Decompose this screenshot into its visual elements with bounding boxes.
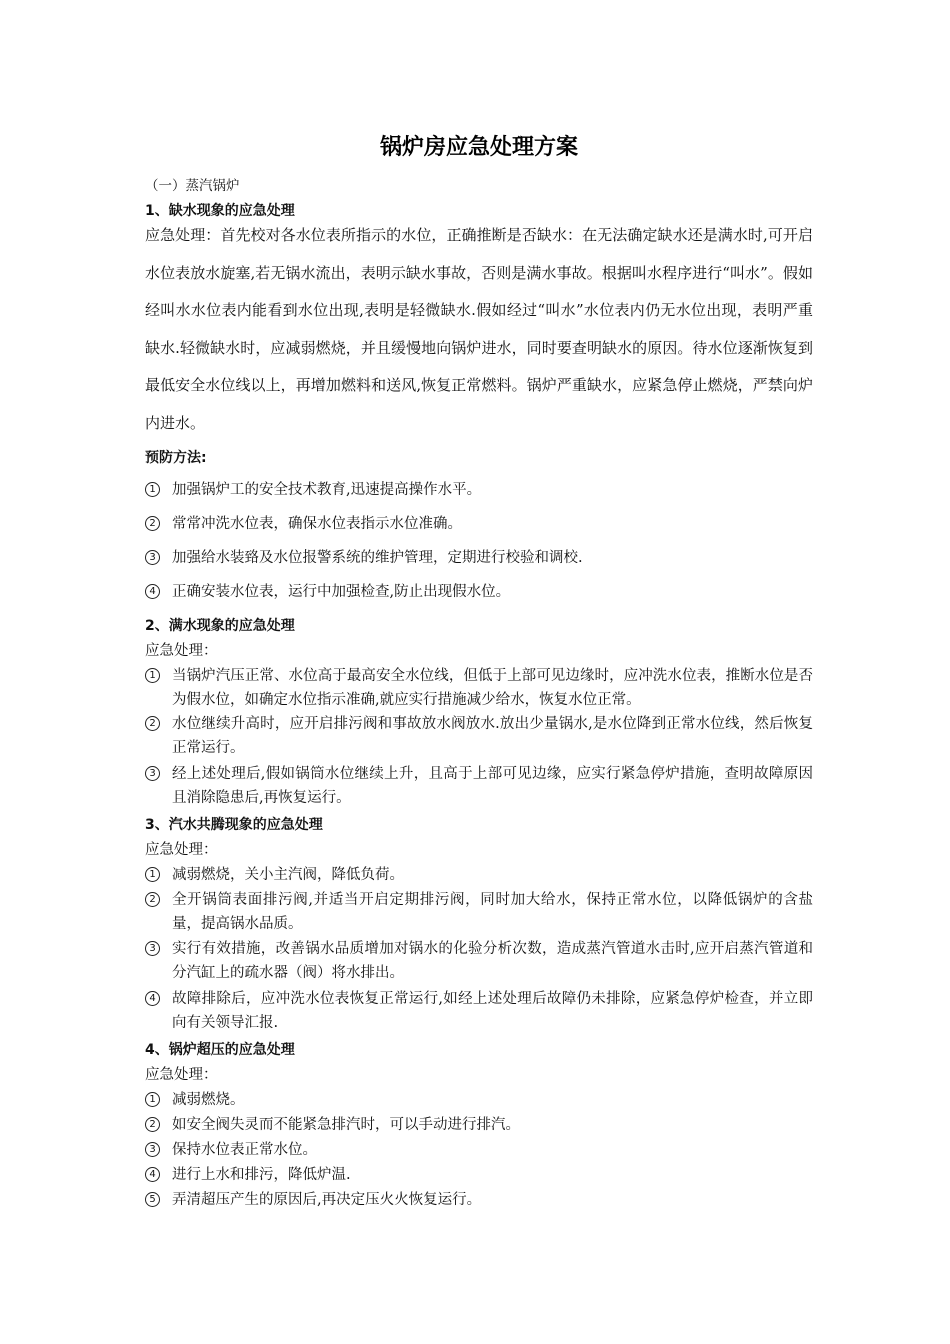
list-item: 2 如安全阀失灵而不能紧急排汽时，可以手动进行排汽。 [145,1113,813,1137]
section-2-label: 应急处理： [145,643,218,659]
section-4-label: 应急处理： [145,1067,218,1083]
circled-number: 4 [145,1167,160,1182]
section-1-prevention-label: 预防方法: [145,450,207,466]
list-item: 3 实行有效措施，改善锅水品质增加对锅水的化验分析次数，造成蒸汽管道水击时,应开启蒸汽管道和分汽缸上的疏水器（阀）将水排出。 [145,937,813,985]
list-item: 1 当锅炉汽压正常、水位高于最高安全水位线，但低于上部可见边缘时，应冲洗水位表，推断水位是否为假水位，如确定水位指示准确,就应实行措施减少给水，恢复水位正常。 [145,664,813,712]
circled-number: 3 [145,766,160,781]
section-1-heading: 1、缺水现象的应急处理 [145,203,295,219]
circled-number: 2 [145,1117,160,1132]
list-item: 3 加强给水装臵及水位报警系统的维护管理，定期进行校验和调校. [145,546,813,570]
circled-number: 3 [145,1142,160,1157]
document-subtitle: （一）蒸汽锅炉 [145,178,240,194]
section-3-heading: 3、汽水共腾现象的应急处理 [145,817,323,833]
circled-number: 3 [145,941,160,956]
circled-number: 4 [145,584,160,599]
section-3-label: 应急处理： [145,842,218,858]
list-item: 5 弄清超压产生的原因后,再决定压火火恢复运行。 [145,1188,813,1212]
circled-number: 2 [145,892,160,907]
list-item: 4 进行上水和排污，降低炉温. [145,1163,813,1187]
list-item: 3 经上述处理后,假如锅筒水位继续上升，且高于上部可见边缘，应实行紧急停炉措施，查明故障原因且消除隐患后,再恢复运行。 [145,762,813,810]
circled-number: 1 [145,482,160,497]
circled-number: 1 [145,867,160,882]
circled-number: 3 [145,550,160,565]
circled-number: 2 [145,516,160,531]
section-1-paragraph: 应急处理：首先校对各水位表所指示的水位，正确推断是否缺水：在无法确定缺水还是满水时,可开启水位表放水旋塞,若无锅水流出，表明示缺水事故，否则是满水事故。根据叫水程序进行“叫水”。假如经叫水水位表内能看到水位出现,表明是轻微缺水.假如经过“叫水”水位表内仍无水位出现，表明严重缺水.轻微缺水时，应减弱燃烧，并且缓慢地向锅炉进水，同时要查明缺水的原因。待水位逐渐恢复到最低安全水位线以上，再增加燃料和送风,恢复正常燃料。锅炉严重缺水，应紧急停止燃烧，严禁向炉内进水。 [145,226,813,432]
section-2-heading: 2、满水现象的应急处理 [145,618,295,634]
circled-number: 4 [145,991,160,1006]
circled-number: 5 [145,1192,160,1207]
circled-number: 1 [145,1092,160,1107]
list-item: 1 减弱燃烧，关小主汽阀，降低负荷。 [145,863,813,887]
list-item: 4 正确安装水位表，运行中加强检查,防止出现假水位。 [145,580,813,604]
section-4-heading: 4、锅炉超压的应急处理 [145,1042,295,1058]
list-item: 1 加强锅炉工的安全技术教育,迅速提高操作水平。 [145,478,813,502]
list-item: 2 全开锅筒表面排污阀,并适当开启定期排污阀，同时加大给水，保持正常水位，以降低锅炉的含盐量，提高锅水品质。 [145,888,813,936]
document-title: 锅炉房应急处理方案 [379,135,578,160]
list-item: 4 故障排除后，应冲洗水位表恢复正常运行,如经上述处理后故障仍未排除，应紧急停炉检查，并立即向有关领导汇报. [145,987,813,1035]
circled-number: 1 [145,668,160,683]
list-item: 1 减弱燃烧。 [145,1088,813,1112]
list-item: 2 水位继续升高时，应开启排污阀和事故放水阀放水.放出少量锅水,是水位降到正常水位线，然后恢复正常运行。 [145,712,813,760]
list-item: 2 常常冲洗水位表，确保水位表指示水位准确。 [145,512,813,536]
circled-number: 2 [145,716,160,731]
list-item: 3 保持水位表正常水位。 [145,1138,813,1162]
